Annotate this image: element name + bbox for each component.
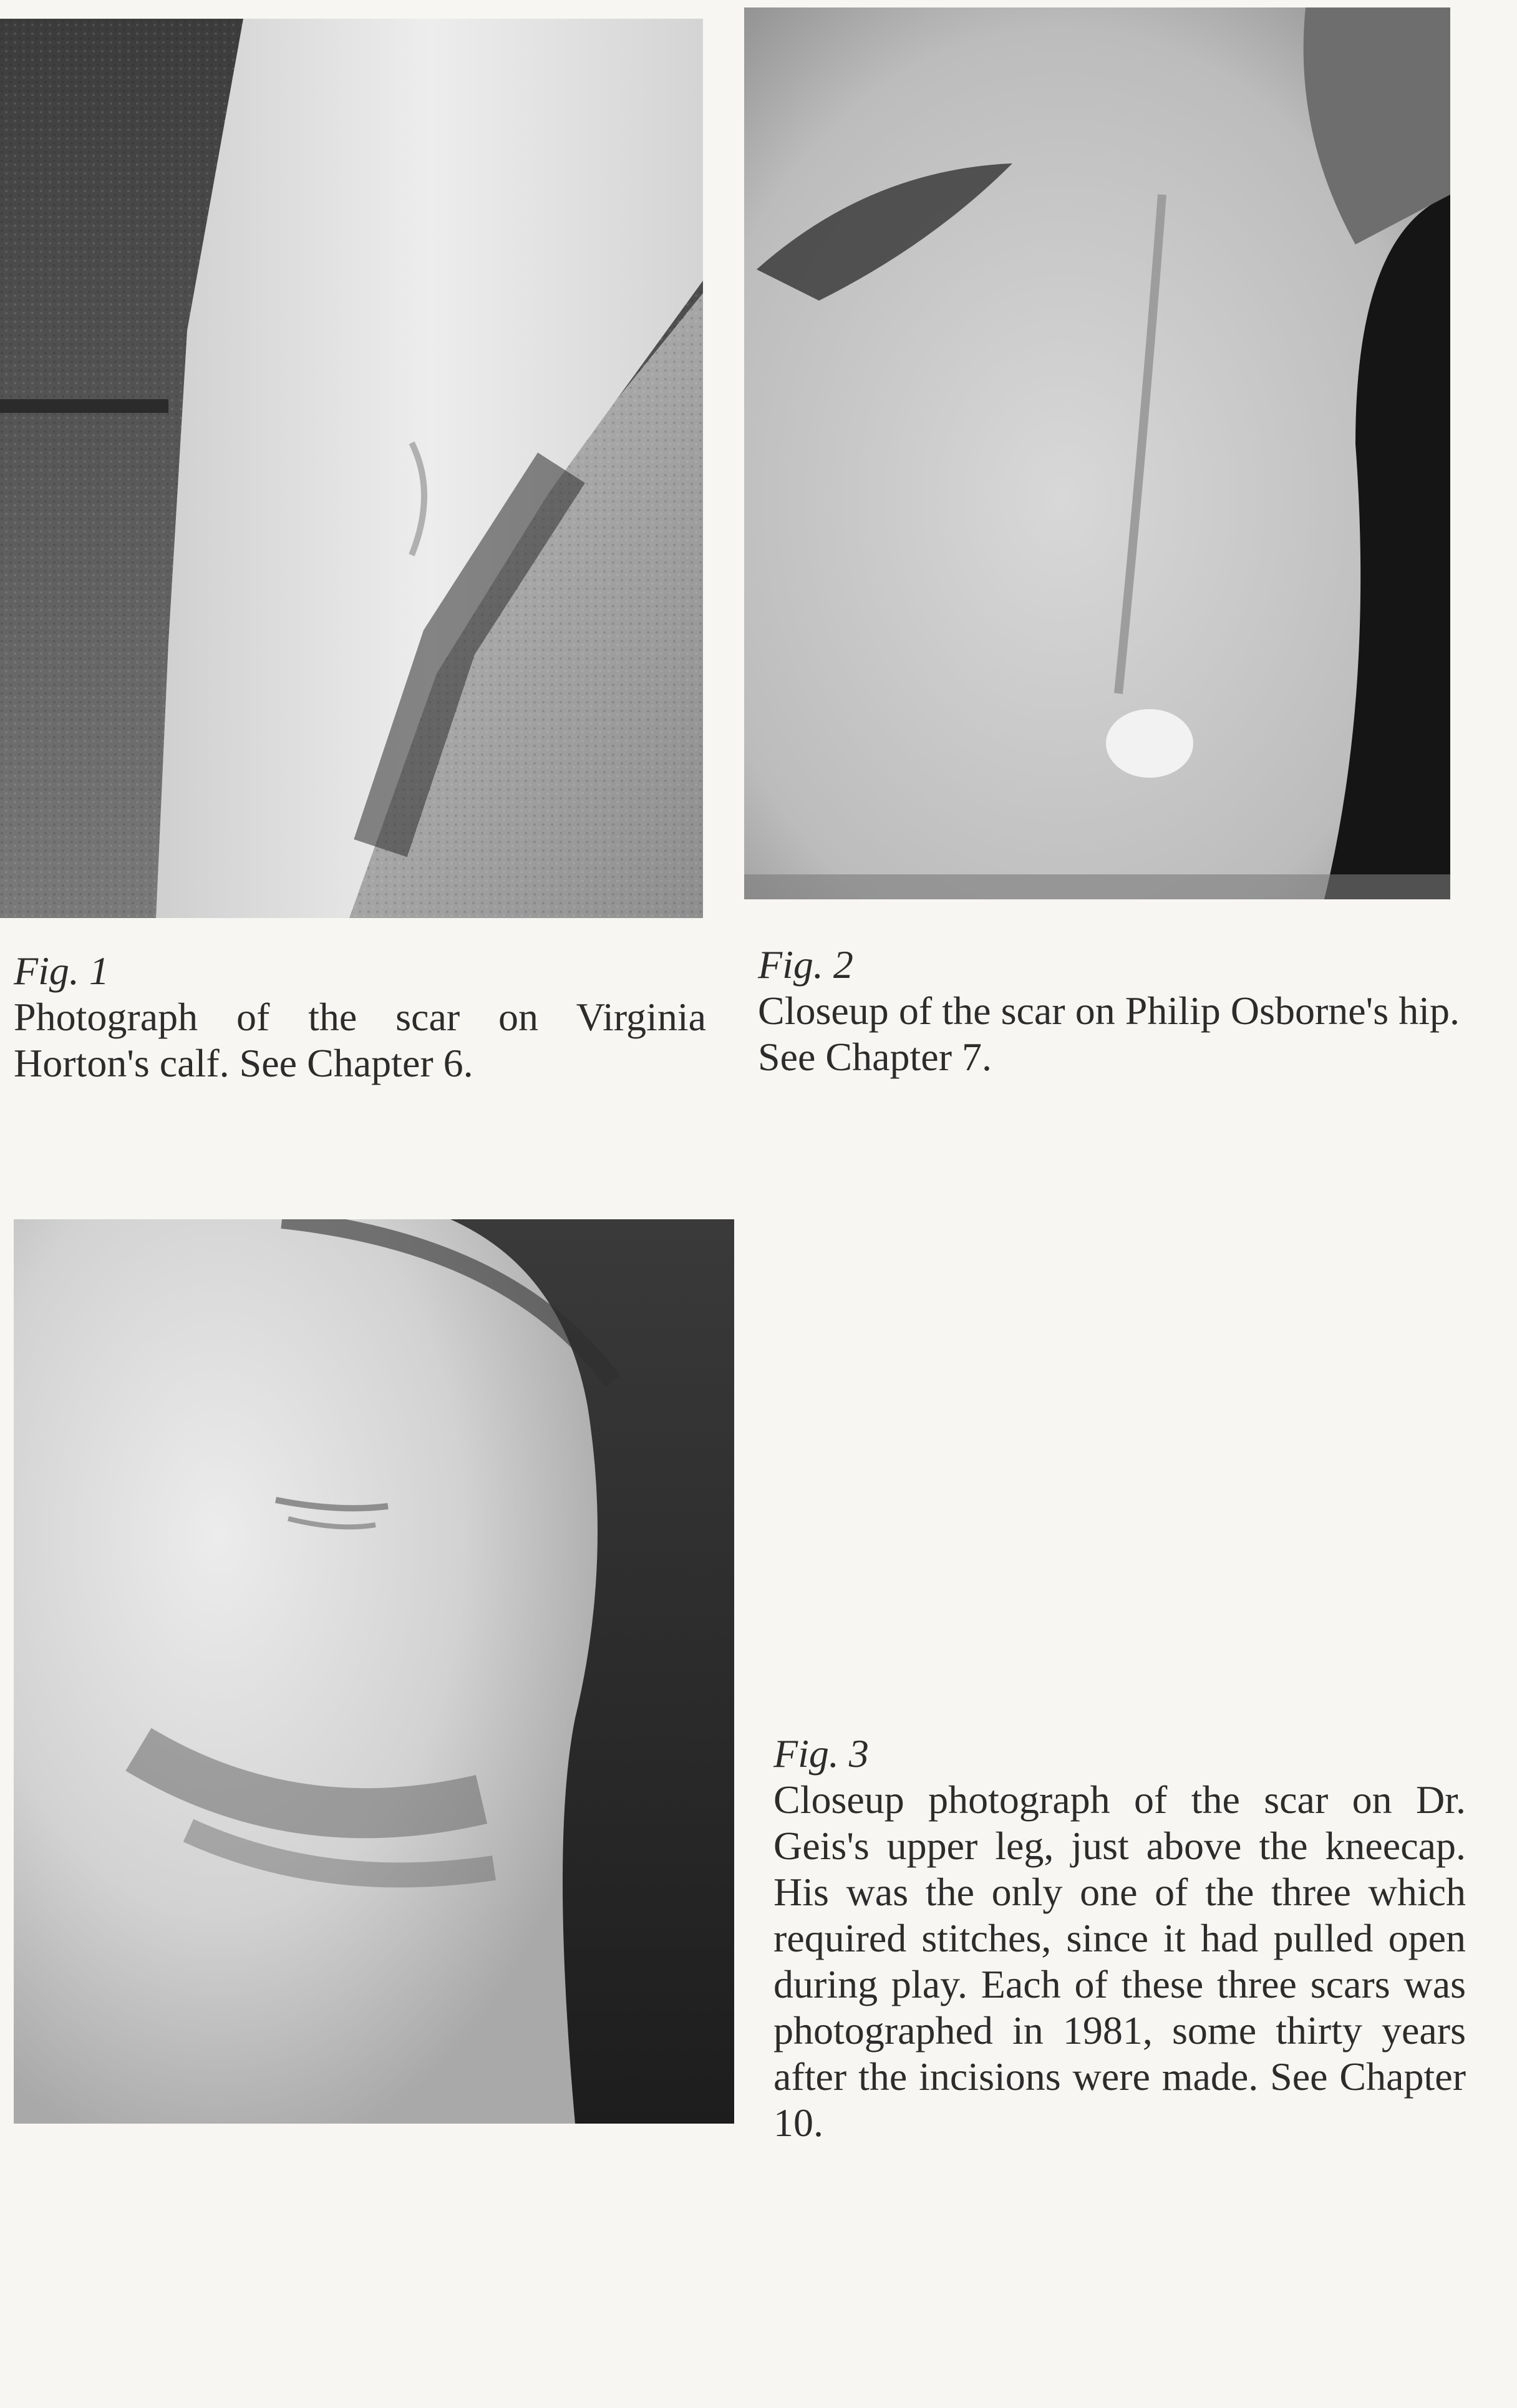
figure-2-label: Fig. 2 — [758, 942, 853, 987]
figure-3-caption — [773, 1731, 1466, 2146]
figure-3-label: Fig. 3 — [773, 1731, 869, 1776]
figure-1-caption — [14, 948, 706, 1086]
figure-3-caption-text: Closeup photograph of the scar on Dr. Geis's upper leg, just above the kneecap. His was the only one of the three which required stitches, since it had pulled open during play. Each of these three scars was photographed in 1981, some thirty years after the incisions were made. See Chapter 10. — [773, 1777, 1466, 2145]
figure-3-photo — [14, 1219, 734, 2124]
figure-1-label: Fig. 1 — [14, 949, 109, 993]
figure-2-caption-text: Closeup of the scar on Philip Osborne's hip. See Chapter 7. — [758, 989, 1460, 1079]
figure-2-photo — [744, 7, 1450, 899]
figure-1-photo — [0, 19, 703, 918]
figure-2-caption — [758, 942, 1460, 1080]
figure-1-caption-text: Photograph of the scar on Virginia Horton's calf. See Chapter 6. — [14, 995, 706, 1085]
